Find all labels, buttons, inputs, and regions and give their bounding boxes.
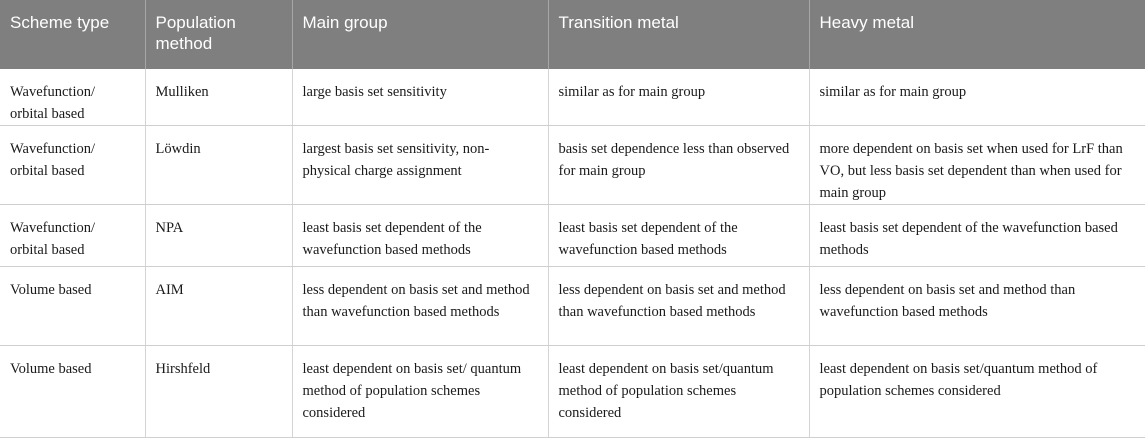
cell-transition-metal: similar as for main group	[548, 69, 809, 126]
cell-scheme-type: Volume based	[0, 346, 145, 438]
cell-scheme-type: Wavefunction/ orbital based	[0, 69, 145, 126]
header-main-group: Main group	[292, 0, 548, 69]
header-population-method: Population method	[145, 0, 292, 69]
cell-population-method: Löwdin	[145, 126, 292, 205]
cell-scheme-type: Wavefunction/ orbital based	[0, 126, 145, 205]
cell-main-group: least dependent on basis set/ quantum method of population schemes considered	[292, 346, 548, 438]
table-body	[0, 69, 1145, 438]
cell-heavy-metal: least dependent on basis set/quantum method of population schemes considered	[809, 346, 1145, 438]
table-row	[0, 267, 1145, 346]
cell-main-group: least basis set dependent of the wavefunction based methods	[292, 205, 548, 267]
header-heavy-metal: Heavy metal	[809, 0, 1145, 69]
cell-population-method: NPA	[145, 205, 292, 267]
cell-transition-metal: basis set dependence less than observed for main group	[548, 126, 809, 205]
header-row	[0, 0, 1145, 69]
table-header	[0, 0, 1145, 69]
table-row	[0, 126, 1145, 205]
cell-heavy-metal: less dependent on basis set and method than wavefunction based methods	[809, 267, 1145, 346]
cell-population-method: Hirshfeld	[145, 346, 292, 438]
cell-main-group: largest basis set sensitivity, non-physical charge assignment	[292, 126, 548, 205]
cell-scheme-type: Wavefunction/ orbital based	[0, 205, 145, 267]
table-row	[0, 346, 1145, 438]
table-row	[0, 205, 1145, 267]
cell-main-group: large basis set sensitivity	[292, 69, 548, 126]
cell-transition-metal: least basis set dependent of the wavefunction based methods	[548, 205, 809, 267]
table-row	[0, 69, 1145, 126]
header-transition-metal: Transition metal	[548, 0, 809, 69]
cell-scheme-type: Volume based	[0, 267, 145, 346]
cell-transition-metal: least dependent on basis set/quantum method of population schemes considered	[548, 346, 809, 438]
cell-population-method: Mulliken	[145, 69, 292, 126]
cell-population-method: AIM	[145, 267, 292, 346]
cell-main-group: less dependent on basis set and method than wavefunction based methods	[292, 267, 548, 346]
cell-transition-metal: less dependent on basis set and method than wavefunction based methods	[548, 267, 809, 346]
header-scheme-type: Scheme type	[0, 0, 145, 69]
cell-heavy-metal: more dependent on basis set when used for LrF than VO, but less basis set dependent than when used for main group	[809, 126, 1145, 205]
cell-heavy-metal: similar as for main group	[809, 69, 1145, 126]
cell-heavy-metal: least basis set dependent of the wavefunction based methods	[809, 205, 1145, 267]
